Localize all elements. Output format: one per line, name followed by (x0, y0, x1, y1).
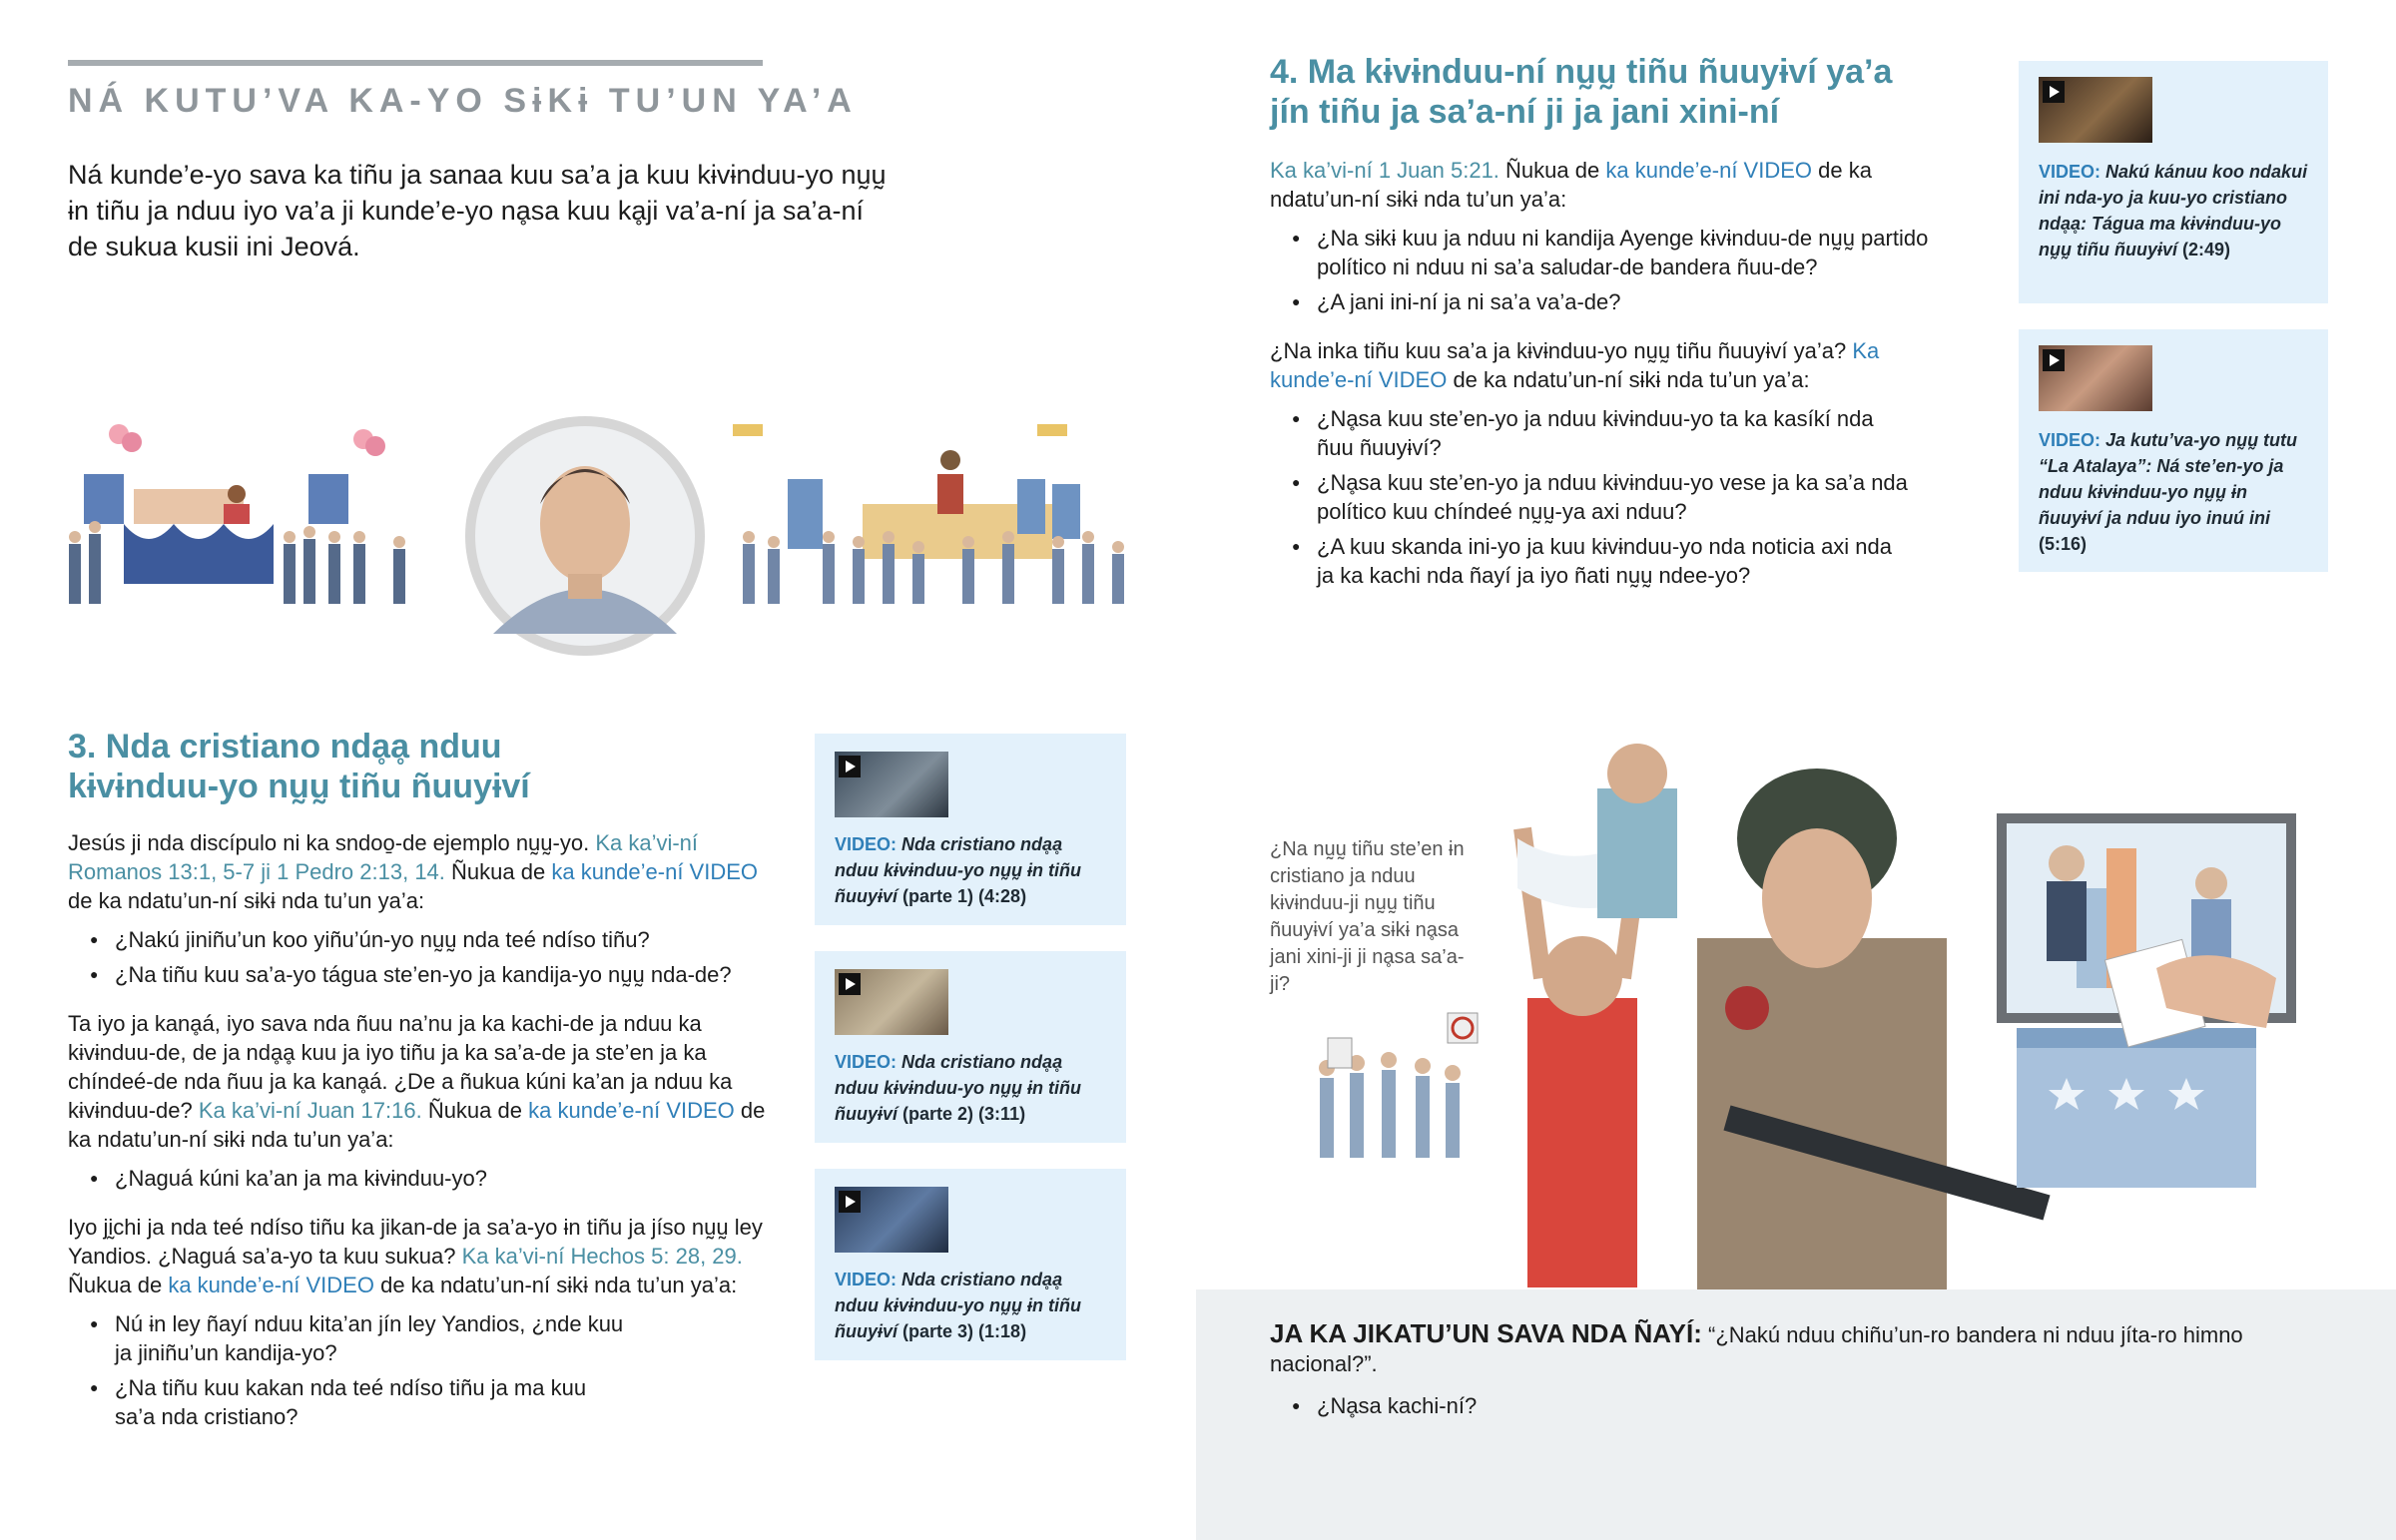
question-item: ● Nú ɨn ley ñayí nduu kita’an jín ley Yandios, ¿nde kuu ja jiniñu’un kandija-yo? (68, 1309, 627, 1367)
watch-video-link[interactable]: ka kunde’e-ní VIDEO (1605, 158, 1813, 183)
section-4-paragraph-2: ¿Na inka tiñu kuu sa’a ja kɨvɨnduu-yo nṵṵ tiñu ñuuyɨví ya’a? Ka kunde’e-ní VIDEO de ka ndatu’un-ní sɨkɨ nda tu’un ya’a: (1270, 338, 1880, 392)
young-man (1597, 744, 1677, 918)
video-card-4[interactable]: VIDEO: Nakú kánuu koo ndakui ini nda-yo ja kuu-yo cristiano ndḁḁ: Tágua ma kɨvɨnduu-yo nṵṵ tiñu ñuuyɨví (2:49) (2019, 61, 2328, 303)
question-item: ● ¿Na sɨkɨ kuu ja nduu ni kandija Ayenge kɨvɨnduu-de nṵṵ partido político ni nduu ni sa’a saludar-de bandera ñuu-de? (1270, 224, 1949, 281)
video-title: Nda cristiano ndḁḁ nduu kɨvɨnduu-yo nṵṵ ɨn tiñu ñuuyɨví (835, 834, 1081, 906)
discussion-question (1270, 1319, 2348, 1378)
question-item: ● ¿Nakú jiniñu’un koo yiñu’ún-yo nṵṵ nda teé ndíso tiñu? (68, 925, 767, 954)
play-icon[interactable] (2043, 349, 2065, 371)
video-card-5[interactable]: VIDEO: Ja kutu’va-yo nṵṵ tutu “La Atalaya”: Ná ste’en-yo ja nduu kɨvɨnduu-yo nṵṵ ɨn ñuuyɨví ja nduu iyo inuú ini (5:16) (2019, 329, 2328, 572)
video-title: Nda cristiano ndḁḁ nduu kɨvɨnduu-yo nṵṵ ɨn tiñu ñuuyɨví (835, 1052, 1081, 1124)
section-3-questions-3 (68, 1309, 627, 1431)
video-title: Nda cristiano ndḁḁ nduu kɨvɨnduu-yo nṵṵ ɨn tiñu ñuuyɨví (835, 1270, 1081, 1341)
section-4-questions-1 (1270, 224, 1949, 316)
video-card-3[interactable]: VIDEO: Nda cristiano ndḁḁ nduu kɨvɨnduu-yo nṵṵ ɨn tiñu ñuuyɨví (parte 3) (1:18) (815, 1169, 1126, 1360)
video-title: Nakú kánuu koo ndakui ini nda-yo ja kuu-yo cristiano ndḁḁ: Tágua ma kɨvɨnduu-yo nṵṵ tiñu ñuuyɨví (2039, 162, 2308, 259)
scripture-link-john[interactable]: Ka ka’vi-ní Juan 17:16. (198, 1098, 422, 1123)
section-3-paragraph-2: Ta iyo ja kanḁá, iyo sava nda ñuu na’nu ja ka kachi-de ja nduu ka kɨvɨnduu-de, de ja ndḁḁ kuu ja iyo tiñu ja ka sa’a-de ja ste’en ja ka chíndeé-de nda ñuu ja ka kanḁá. ¿De a ñukua kúni ka’an ja nduu ka kɨvɨnduu-de? Ka ka’vi-ní Juan 17:16. Ñukua de ka kunde’e-ní VIDEO de ka ndatu’un-ní sɨkɨ nda tu’un ya’a: (68, 1011, 766, 1152)
section-4-questions-2 (1270, 404, 1909, 590)
question-item: ● ¿Naguá kúni ka’an ja ma kɨvɨnduu-yo? (68, 1164, 767, 1193)
section-3-body (68, 828, 767, 1437)
discussion-bullets (1270, 1391, 1869, 1426)
intro-paragraph: Ná kunde’e-yo sava ka tiñu ja sanaa kuu sa’a ja kuu kɨvɨnduu-yo nṵṵ ɨn tiñu ja nduu iyo va’a ji kunde’e-yo nḁsa kuu kḁji va’a-ní ja sa’a-ní de sukua kusii ini Jeová. (68, 160, 887, 261)
section-4-title: 4. Ma kɨvɨnduu-ní nṵṵ tiñu ñuuyɨví ya’a jín tiñu ja sa’a-ní ji ja jani xini-ní (1270, 53, 1893, 131)
section-3-paragraph-1: Jesús ji nda discípulo ni ka sndoo̱-de ejemplo nṵṵ-yo. Ka ka’vi-ní Romanos 13:1, 5-7 ji 1 Pedro 2:13, 14. Ñukua de ka kunde’e-ní VIDEO de ka ndatu’un-ní sɨkɨ nda tu’un ya’a: (68, 830, 759, 913)
question-item: ● ¿Nḁsa kachi-ní? (1270, 1391, 1869, 1420)
section-rule (68, 60, 763, 66)
play-icon[interactable] (2043, 81, 2065, 103)
watch-video-link[interactable]: ka kunde’e-ní VIDEO (551, 859, 759, 884)
section-3-title: 3. Nda cristiano ndḁḁ nduu kɨvɨnduu-yo nṵṵ tiñu ñuuyɨví (68, 728, 530, 805)
question-item: ● ¿A kuu skanda ini-yo ja kuu kɨvɨnduu-yo nda noticia axi nda ja ka kachi nda ñayí ja iyo ñati nṵṵ ndee-yo? (1270, 532, 1909, 590)
scripture-link-romans[interactable]: Ka ka’vi-ní Romanos 13:1, 5-7 ji 1 Pedro 2:13, 14. (68, 830, 699, 884)
section-3-paragraph-3: Iyo jḭchi ja nda teé ndíso tiñu ka jikan-de ja sa’a-yo ɨn tiñu ja jíso nṵṵ ley Yandios. ¿Naguá sa’a-yo ta kuu sukua? Ka ka’vi-ní Hechos 5: 28, 29. Ñukua de ka kunde’e-ní VIDEO de ka ndatu’un-ní sɨkɨ nda tu’un ya’a: (68, 1215, 763, 1297)
scripture-link-1-john[interactable]: Ka ka’vi-ní 1 Juan 5:21. (1270, 158, 1499, 183)
political-rally-illustration (64, 394, 1162, 684)
video-thumbnail[interactable] (835, 752, 948, 817)
video-title: Ja kutu’va-yo nṵṵ tutu “La Atalaya”: Ná ste’en-yo ja nduu kɨvɨnduu-yo nṵṵ ɨn ñuuyɨví ja nduu iyo inuú ini (2039, 430, 2298, 528)
discussion-heading: JA KA JIKATU’UN SAVA NDA ÑAYÍ: (1270, 1318, 1702, 1348)
video-thumbnail[interactable] (2039, 77, 2152, 143)
scripture-link-acts[interactable]: Ka ka’vi-ní Hechos 5: 28, 29. (461, 1244, 743, 1269)
watch-video-link[interactable]: ka kunde’e-ní VIDEO (528, 1098, 735, 1123)
section-3-questions-1 (68, 925, 767, 989)
watch-video-link[interactable]: Ka kunde’e-ní VIDEO (1270, 338, 1880, 392)
illustration-caption: ¿Na nṵṵ tiñu ste’en ɨn cristiano ja nduu kɨvɨnduu-ji nṵṵ tiñu ñuuyɨví ya’a sɨkɨ nḁsa jani xini-ji ji nḁsa sa’a-ji? (1270, 838, 1465, 995)
video-card-2[interactable]: VIDEO: Nda cristiano ndḁḁ nduu kɨvɨnduu-yo nṵṵ ɨn tiñu ñuuyɨví (parte 2) (3:11) (815, 951, 1126, 1143)
play-icon[interactable] (839, 973, 861, 995)
question-item: ● ¿Na tiñu kuu kakan nda teé ndíso tiñu ja ma kuu sa’a nda cristiano? (68, 1373, 627, 1431)
section-4-body (1270, 156, 1949, 596)
play-icon[interactable] (839, 756, 861, 777)
man-portrait (465, 416, 705, 656)
neutrality-illustration (1298, 699, 2356, 1289)
video-thumbnail[interactable] (835, 1187, 948, 1253)
question-item: ● ¿Na tiñu kuu sa’a-yo tágua ste’en-yo ja kandija-yo nṵṵ nda-de? (68, 960, 767, 989)
video-thumbnail[interactable] (2039, 345, 2152, 411)
right-rally-crowd (733, 424, 1124, 604)
discussion-quote: “¿Nakú nduu chiñu’un-ro bandera ni nduu jíta-ro himno nacional?”. (1270, 1322, 2243, 1376)
section-4-paragraph-1: Ka ka’vi-ní 1 Juan 5:21. Ñukua de ka kunde’e-ní VIDEO de ka ndatu’un-ní sɨkɨ nda tu’un ya’a: (1270, 158, 1872, 212)
question-item: ● ¿A jani ini-ní ja ni sa’a va’a-de? (1270, 287, 1949, 316)
soldier (1697, 769, 2047, 1289)
lesson-kicker: NÁ KUTU’VA KA-YO SɨKɨ TU’UN YA’A (68, 82, 858, 120)
question-item: ● ¿Nḁsa kuu ste’en-yo ja nduu kɨvɨnduu-yo vese ja ka sa’a nda político kuu chíndeé nṵṵ-ya axi nduu? (1270, 468, 1909, 526)
video-thumbnail[interactable] (835, 969, 948, 1035)
left-rally-crowd (69, 424, 405, 604)
question-item: ● ¿Nḁsa kuu ste’en-yo ja nduu kɨvɨnduu-yo ta ka kasíkí nda ñuu ñuuyɨví? (1270, 404, 1909, 462)
video-card-1[interactable]: VIDEO: Nda cristiano ndḁḁ nduu kɨvɨnduu-yo nṵṵ ɨn tiñu ñuuyɨví (parte 1) (4:28) (815, 734, 1126, 925)
watch-video-link[interactable]: ka kunde’e-ní VIDEO (168, 1273, 374, 1297)
play-icon[interactable] (839, 1191, 861, 1213)
section-3-questions-2 (68, 1164, 767, 1193)
protest-crowd (1319, 1013, 1478, 1158)
